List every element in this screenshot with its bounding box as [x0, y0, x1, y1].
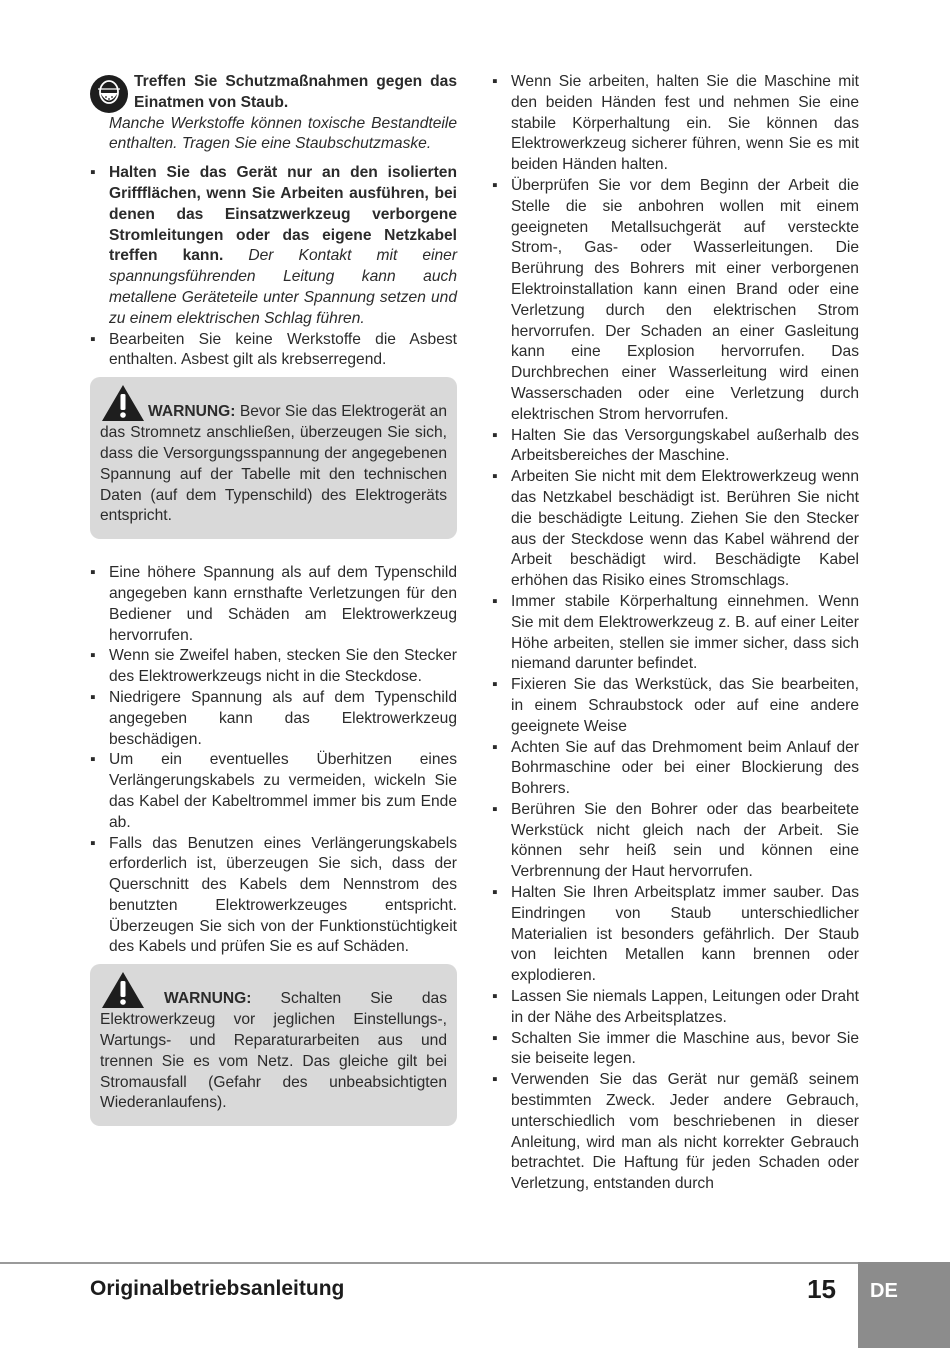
- item-text: Um ein eventuelles Überhitzen eines Verlängerungskabels zu vermeiden, wickeln Sie das Kabel der Kabeltrommel immer bis zum Ende ab.: [109, 751, 457, 831]
- dust-note: Manche Werkstoffe können toxische Bestandteile enthalten. Tragen Sie eine Staubschutzmaske.: [109, 114, 457, 153]
- page-number: 15: [807, 1274, 836, 1304]
- bullet: ▪: [90, 834, 96, 852]
- warning-triangle-icon: [100, 383, 146, 423]
- bullet: ▪: [90, 564, 96, 582]
- warning-label: WARNUNG:: [164, 990, 252, 1008]
- item-text: Arbeiten Sie nicht mit dem Elektrowerkzeug wenn das Netzkabel beschädigt ist. Berühren Sie nicht die beschädigte Leitung. Ziehen Sie den Stecker aus der Steckdose wenn das Kabel während der Arbeit beschädigt wird. Beschädigte Kabel erhöhen das Risiko eines Stromschlags.: [511, 468, 859, 590]
- list-item: [90, 688, 457, 750]
- bullet: ▪: [90, 647, 96, 665]
- item-text: Achten Sie auf das Drehmoment beim Anlauf der Bohrmaschine oder bei einer Blockierung des Bohrers.: [511, 738, 859, 798]
- item-lead: Halten Sie das Gerät nur an den isolierten Griffflächen, wenn Sie Arbeiten ausführen, bei denen das Einsatzwerkzeug verborgene Stromleitungen oder das eigene Netzkabel treffen kann.: [109, 164, 457, 265]
- bullet: ▪: [492, 988, 498, 1006]
- item-text: Eine höhere Spannung als auf dem Typenschild angegeben kann ernsthafte Verletzungen für den Bediener und Schäden am Elektrowerkzeug hervorrufen.: [109, 564, 457, 644]
- warning-text: Schalten Sie das Elektrowerkzeug vor jeglichen Einstellungs-, Wartungs- und Reparaturarbeiten aus und trennen Sie es vom Netz. Das gleiche gilt bei Stromausfall (Gefahr des unbeabsichtigten Wiederanlaufens).: [100, 990, 447, 1112]
- item-text: Immer stabile Körperhaltung einnehmen. Wenn Sie mit dem Elektrowerkzeug z. B. auf einer Leiter Höhe arbeiten, stellen sie immer sicher, dass sich niemand darunter befindet.: [511, 592, 859, 673]
- list-item: [90, 163, 457, 329]
- list-item: [492, 738, 859, 800]
- list-item: [492, 1070, 859, 1195]
- list-item: [492, 176, 859, 426]
- list-item: [90, 834, 457, 959]
- warning-box-voltage: [90, 377, 457, 539]
- list-item: [492, 987, 859, 1029]
- bullet: ▪: [492, 426, 498, 444]
- language-tab: [858, 1262, 950, 1348]
- bullet: ▪: [90, 330, 96, 348]
- item-text: Fixieren Sie das Werkstück, das Sie bearbeiten, in einem Schraubstock oder auf eine andere geeignete Weise: [511, 676, 859, 735]
- item-text: Wenn Sie arbeiten, halten Sie die Maschine mit den beiden Händen fest und nehmen Sie eine stabile Körperhaltung ein. Sie können das Elektrowerkzeug sicherer führen, wenn Sie es mit beiden Händen halten.: [511, 73, 859, 174]
- warning-text: Bevor Sie das Elektrogerät an das Stromnetz anschließen, überzeugen Sie sich, dass die Versorgungsspannung der angegebenen Spannung auf der Tabelle mit den technischen Daten (auf dem Typenschild) des Elektrogeräts entspricht.: [100, 403, 448, 525]
- list-item: [492, 883, 859, 987]
- bullet: ▪: [492, 676, 498, 694]
- item-text: Lassen Sie niemals Lappen, Leitungen oder Draht in der Nähe des Arbeitsplatzes.: [511, 988, 859, 1026]
- right-column: [492, 72, 859, 1195]
- bullet: ▪: [492, 800, 498, 818]
- list-item: [492, 72, 859, 176]
- footer-rule: [0, 1262, 858, 1264]
- list-item: [492, 426, 859, 468]
- item-text: Halten Sie das Versorgungskabel außerhalb des Arbeitsbereiches der Maschine.: [511, 426, 859, 465]
- list-item: [492, 592, 859, 675]
- item-text: Niedrigere Spannung als auf dem Typenschild angegeben kann das Elektrowerkzeug beschädigen.: [109, 688, 457, 748]
- item-text: Überprüfen Sie vor dem Beginn der Arbeit die Stelle die sie anbohren wollen mit einem geeigneten Metallsuchgerät auf versteckte Strom-, Gas- oder Wasserleitungen. Die Berührung des Bohrers mit einer verborgenen Elektroinstallation kann einen Brand oder eine Verletzung durch den elektrischen Strom hervorrufen. Der Schaden an einer Gasleitung kann eine Explosion hervorrufen. Das Durchbrechen einer Wasserleitung wird einen Wasserschaden oder eine Verletzung durch elektrischen Strom hervorrufen.: [511, 176, 859, 423]
- list-item: [90, 646, 457, 688]
- dust-protection-paragraph: [90, 72, 457, 155]
- bullet: ▪: [492, 73, 498, 90]
- bullet: ▪: [492, 1029, 498, 1047]
- list-item: [492, 675, 859, 737]
- warning-triangle-icon: [100, 970, 146, 1010]
- dust-lead: Treffen Sie Schutzmaßnahmen gegen das Einatmen von Staub.: [134, 73, 457, 111]
- left-column: [90, 72, 457, 1126]
- item-note: Der Kontakt mit einer spannungsführenden Leitung kann auch metallene Geräteteile unter Spannung setzen und zu einem elektrischen Schlag führen.: [109, 247, 458, 327]
- item-text: Berühren Sie den Bohrer oder das bearbeitete Werkstück nicht gleich nach der Arbeit. Sie können sehr heiß sein und können eine Verbrennung der Haut hervorrufen.: [511, 800, 859, 881]
- bullet: ▪: [492, 468, 498, 486]
- bullet: ▪: [492, 1071, 498, 1089]
- item-text: Halten Sie Ihren Arbeitsplatz immer sauber. Das Eindringen von Staub unterschiedlicher Materialien ist besonders gefährlich. Der Staub von leichten Metallen kann brennen oder explodieren.: [511, 884, 859, 985]
- item-text: Wenn sie Zweifel haben, stecken Sie den Stecker des Elektrowerkzeugs nicht in die Steckdose.: [109, 647, 457, 686]
- bullet: ▪: [90, 164, 96, 182]
- list-item: [492, 800, 859, 883]
- list-item: [90, 563, 457, 646]
- list-item: [90, 330, 457, 372]
- footer-title: Originalbetriebsanleitung: [90, 1277, 345, 1300]
- language-code: DE: [870, 1280, 898, 1302]
- voltage-list: [90, 563, 457, 958]
- item-text: Verwenden Sie das Gerät nur gemäß seinem bestimmten Zweck. Jeder andere Gebrauch, unterschiedlich vom beschriebenen in dieser Anleitung, wird man als nicht korrekter Gebrauch betrachtet. Die Haftung für jeden Schaden oder Verletzung, entstanden durch: [511, 1071, 859, 1193]
- list-item: [492, 1029, 859, 1071]
- bullet: ▪: [492, 884, 498, 902]
- bullet: ▪: [90, 751, 96, 769]
- bullet: ▪: [90, 688, 96, 706]
- item-text: Schalten Sie immer die Maschine aus, bevor Sie sie beiseite legen.: [511, 1029, 859, 1068]
- bullet: ▪: [492, 176, 498, 194]
- item-text: Bearbeiten Sie keine Werkstoffe die Asbest enthalten. Asbest gilt als krebserregend.: [109, 330, 457, 369]
- bullet: ▪: [492, 592, 498, 610]
- dust-mask-icon: [90, 75, 128, 113]
- list-item: [90, 750, 457, 833]
- list-item: [492, 467, 859, 592]
- warning-label: WARNUNG:: [148, 403, 236, 421]
- item-text: Falls das Benutzen eines Verlängerungskabels erforderlich ist, überzeugen Sie sich, dass der Querschnitt des Kabels dem Nennstrom des benutzten Elektrowerkzeuges entspricht. Überzeugen Sie sich von der Funktionstüchtigkeit des Kabels und prüfen Sie es auf Schäden.: [109, 834, 457, 956]
- bullet: ▪: [492, 738, 498, 756]
- warning-box-disconnect: [90, 964, 457, 1126]
